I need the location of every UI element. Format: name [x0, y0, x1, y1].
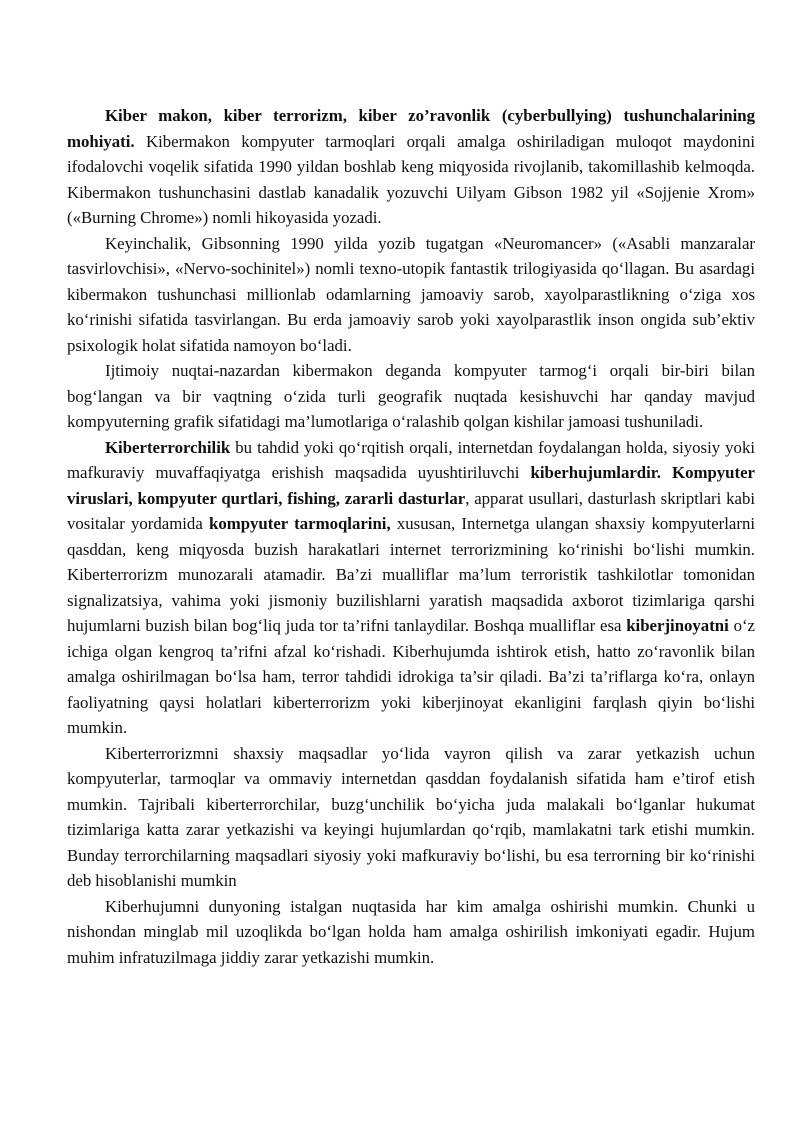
term-kompyuter-tarmoqlari: kompyuter tarmoqlarini, — [209, 514, 391, 533]
paragraph-anywhere: Kiberhujumni dunyoning istalgan nuqtasida har kim amalga oshirishi mumkin. Chunki u nishondan minglab mil uzoqlikda bo‘lgan holda ham amalga oshirilish imkoniyati egadir. Hujum muhim infratuzilmaga jiddiy zarar yetkazishi mumkin. — [67, 896, 755, 967]
term-kiberjinoyat: kiberjinoyatni — [626, 616, 729, 635]
paragraph-text: , apparat usullari, dasturlash skriptlari kabi vositalar yordamida — [67, 488, 755, 533]
paragraph-intro — [67, 103, 755, 231]
paragraph-text: bu tahdid yoki qo‘rqitish orqali, internetdan foydalangan holda, siyosiy yoki mafkuraviy muvaffaqiyatga erishish maqsadida uyushtiriluvchi — [67, 437, 755, 482]
term-kiberterrorchilik: Kiberterrorchilik — [105, 437, 231, 457]
paragraph-text: xususan, Internetga ulangan shaxsiy kompyuterlarni qasddan, keng miqyosda buzish harakatlari internet terrorizmining ko‘rinishi bo‘lishi mumkin. Kiberterrorizm munozarali atamadir. Ba’zi mualliflar ma’lum terroristik tashkilotlar tomonidan signalizatsiya, vahima yoki jismoniy buzilishlarni yaratish maqsadida axborot tizimlariga qarshi hujumlarni buzish bilan bog‘liq juda tor ta’rifni tanlaydilar. Boshqa mualliflar esa — [67, 514, 755, 635]
document-page — [67, 103, 755, 970]
term-kiberhujumlar: kiberhujumlardir. Kompyuter viruslari, kompyuter qurtlari, fishing, zararli dasturlar — [67, 463, 755, 508]
paragraph-gibson: Keyinchalik, Gibsonning 1990 yilda yozib tugatgan «Neuromancer» («Asabli manzaralar tasvirlovchisi», «Nervo-sochinitel») nomli texno-utopik fantastik trilogiyasida qo‘llagan. Bu asardagi kibermakon tushunchasi millionlab odamlarning jamoaviy sarob, xayolparastlikning o‘ziga xos ko‘rinishi sifatida tasvirlangan. Bu erda jamoaviy sarob yoki xayolparastlik inson ongida sub’ektiv psixologik holat sifatida namoyon bo‘ladi. — [67, 233, 755, 355]
paragraph-text: Kibermakon kompyuter tarmoqlari orqali amalga oshiriladigan muloqot maydonini ifodalovchi voqelik sifatida 1990 yildan boshlab keng miqyosida rivojlanib, takomillashib kelmoqda. Kibermakon tushunchasini dastlab kanadalik yozuvchi Uilyam Gibson 1982 yil «Sojjenie Xrom» («Burning Chrome») nomli hikoyasida yozadi. — [67, 131, 755, 227]
section-heading: Kiber makon, kiber terrorizm, kiber zo’ravonlik (cyberbullying) tushunchalarining mohiyati. — [67, 106, 755, 151]
paragraph-personal-goals: Kiberterrorizmni shaxsiy maqsadlar yo‘lida vayron qilish va zarar yetkazish uchun kompyuterlar, tarmoqlar va ommaviy internetdan qasddan foydalanish sifatida ham e’tirof etish mumkin. Tajribali kiberterrorchilar, buzg‘unchilik bo‘yicha juda malakali bo‘lganlar hukumat tizimlariga katta zarar yetkazishi va keyingi hujumlardan qo‘rqib, mamlakatni tark etishi mumkin. Bunday terrorchilarning maqsadlari siyosiy yoki mafkuraviy bo‘lishi, bu esa terrorning bir ko‘rinishi deb hisoblanishi mumkin — [67, 743, 755, 890]
paragraph-cyberterrorism — [67, 435, 755, 741]
paragraph-social: Ijtimoiy nuqtai-nazardan kibermakon deganda kompyuter tarmog‘i orqali bir-biri bilan bog‘langan va bir vaqtning o‘zida turli geografik nuqtada kesishuvchi har qanday mavjud kompyuterning grafik sifatidagi ma’lumotlariga o‘ralashib qolgan kishilar jamoasi tushuniladi. — [67, 361, 755, 431]
paragraph-text: o‘z ichiga olgan kengroq ta’rifni afzal ko‘rishadi. Kiberhujumda ishtirok etish, hatto zo‘ravonlik bilan amalga oshirilmagan bo‘lsa ham, terror tahdidi idrokiga ta’sir qiladi. Ba’zi ta’riflarga ko‘ra, onlayn faoliyatning qaysi holatlari kiberterrorizm yoki kiberjinoyat ekanligini farqlash qiyin bo‘lishi mumkin. — [67, 616, 756, 737]
